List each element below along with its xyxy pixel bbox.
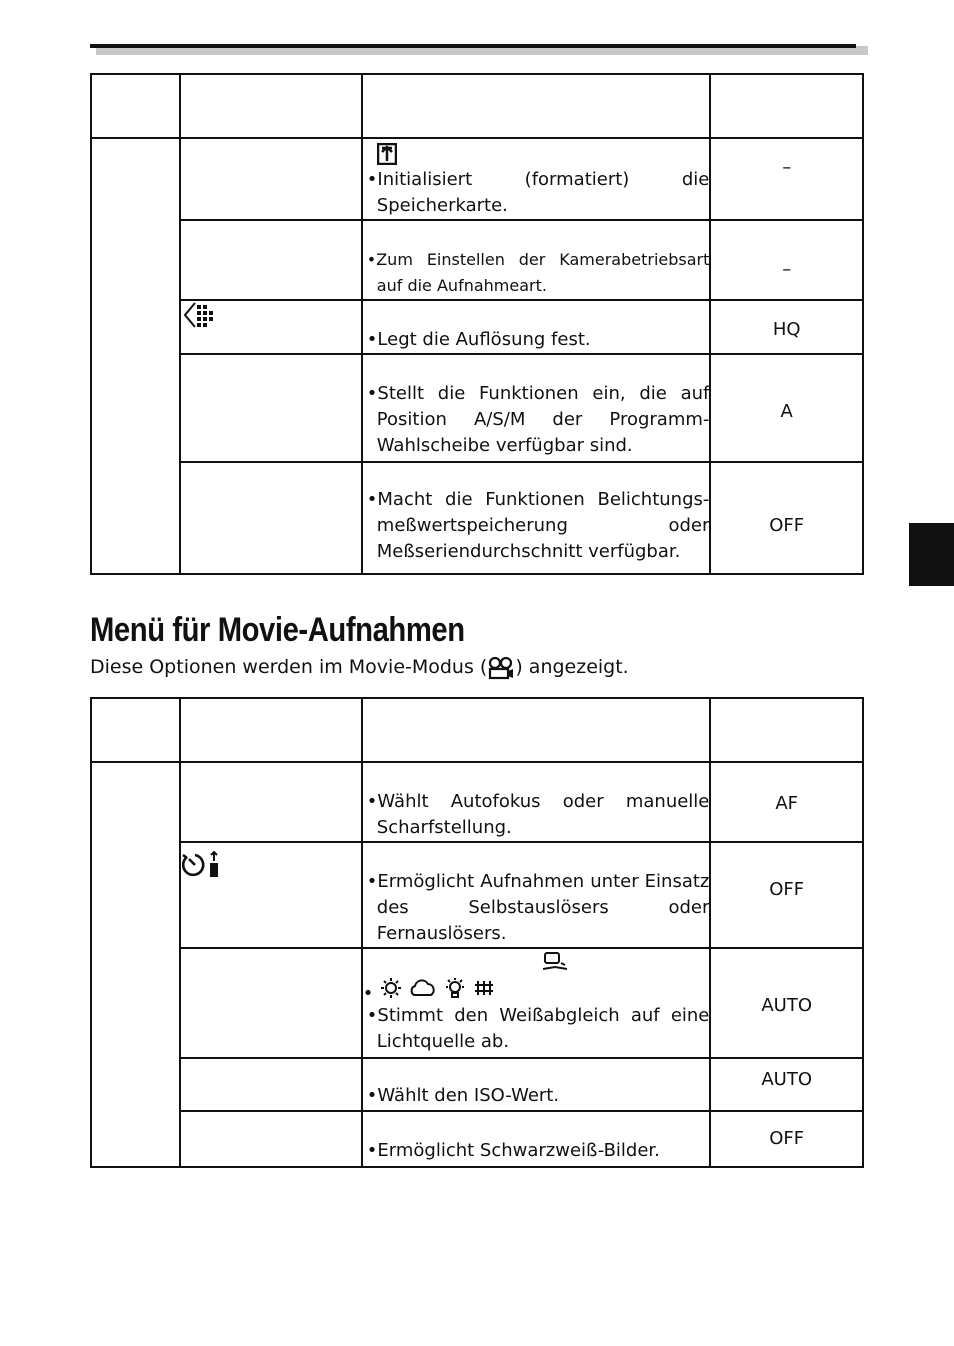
- description-text: •Initialisiert (formatiert) die Speicherkarte.: [366, 169, 710, 216]
- table-row: [91, 354, 863, 462]
- table-row: [91, 220, 863, 300]
- movie-camera-icon: [487, 656, 515, 680]
- chapter-tab: [909, 523, 954, 586]
- description-text: •Stellt die Funktionen ein, die auf Position A/S/M der Programm-Wahlscheibe verfügbar sind.: [366, 383, 710, 456]
- table-row: [91, 842, 863, 948]
- table-header-row: [91, 698, 863, 762]
- table-row: [91, 762, 863, 842]
- default-value: OFF: [710, 462, 863, 574]
- description-text: •Ermöglicht Aufnahmen unter Einsatz des Selbstauslösers oder Fernauslösers.: [366, 871, 710, 944]
- section-subtitle: Diese Optionen werden im Movie-Modus ( ) angezeigt.: [90, 656, 629, 678]
- format-card-icon: [377, 143, 397, 165]
- table-row: [91, 1111, 863, 1167]
- table-row: [91, 1058, 863, 1111]
- fluorescent-icon: [472, 977, 496, 999]
- tungsten-icon: [443, 977, 467, 999]
- table-row: [91, 300, 863, 354]
- description-text: •Wählt Autofokus oder manuelle Scharfstellung.: [366, 791, 710, 838]
- section-title: Menü für Movie-Aufnahmen: [90, 611, 465, 649]
- settings-table-1: [90, 73, 864, 575]
- description-text: •Stimmt den Weißabgleich auf eine Lichtquelle ab.: [366, 1005, 710, 1052]
- description-text: •Macht die Funktionen Belichtungs-meßwertspeicherung oder Meßseriendurchschnitt verfügbar.: [366, 489, 710, 562]
- group-cell: [91, 138, 180, 574]
- table-header-row: [91, 74, 863, 138]
- group-cell: [91, 762, 180, 1167]
- description-text: •Wählt den ISO-Wert.: [366, 1085, 560, 1106]
- default-value: AF: [710, 762, 863, 842]
- default-value: AUTO: [710, 948, 863, 1058]
- resolution-icon: [181, 301, 217, 329]
- default-value: AUTO: [710, 1058, 863, 1111]
- table-row: [91, 462, 863, 574]
- settings-table-2: [90, 697, 864, 1168]
- default-value: OFF: [710, 1111, 863, 1167]
- description-text: •Legt die Auflösung fest.: [366, 329, 591, 350]
- custom-wb-icon: [541, 951, 569, 973]
- self-timer-remote-icon: [181, 851, 221, 879]
- default-value: OFF: [710, 842, 863, 948]
- table-row: [91, 138, 863, 220]
- table-row: • •Stimmt den Weißabgleich auf eine Lichtquelle ab. AUTO: [91, 948, 863, 1058]
- description-text: •Zum Einstellen der Kamerabetriebsart auf die Aufnahmeart.: [366, 250, 710, 295]
- description-text: •Ermöglicht Schwarzweiß-Bilder.: [366, 1140, 660, 1161]
- default-value: A: [710, 354, 863, 462]
- header-rule: [90, 44, 856, 48]
- cloudy-icon: [409, 977, 437, 999]
- default-value: HQ: [710, 300, 863, 354]
- default-value: –: [710, 220, 863, 300]
- daylight-icon: [379, 977, 403, 999]
- default-value: –: [710, 138, 863, 220]
